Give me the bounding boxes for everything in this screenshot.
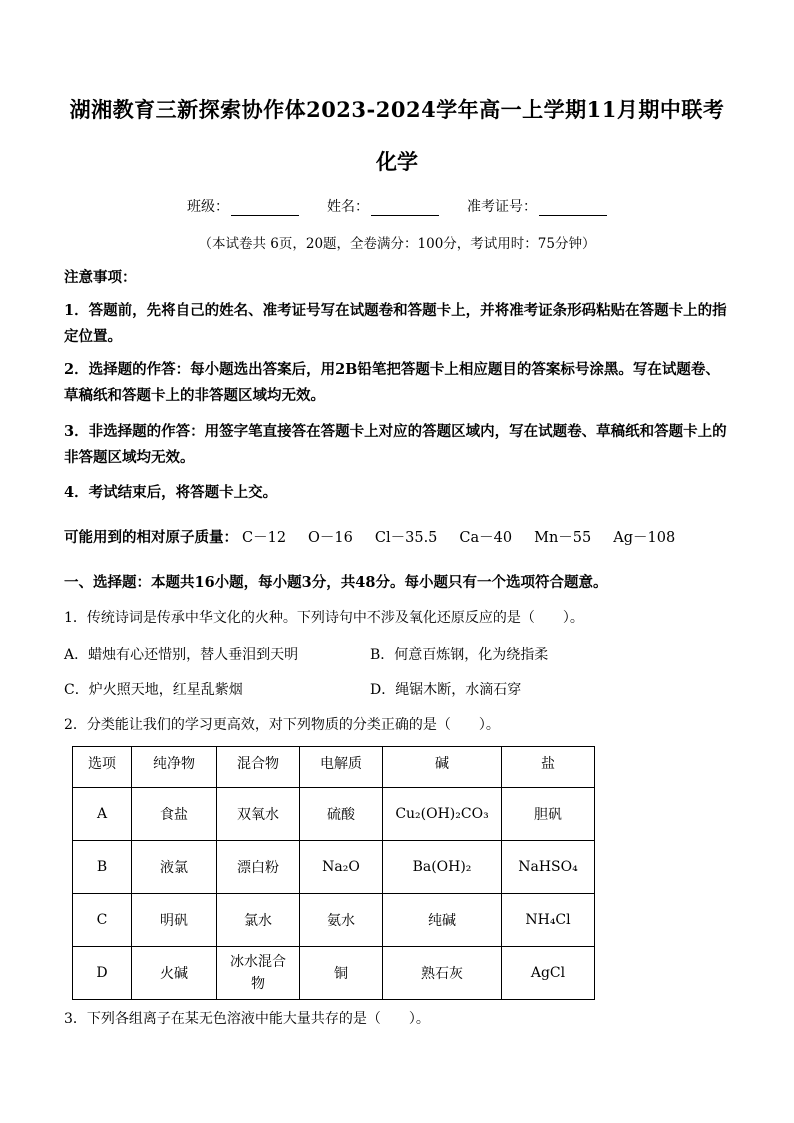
table-cell: AgCl — [502, 947, 595, 1000]
class-blank — [231, 201, 299, 216]
atomic-mass-item: O－16 — [308, 530, 353, 546]
table-row — [73, 947, 595, 1000]
student-info-row — [0, 196, 794, 216]
table-cell: Ba(OH)₂ — [383, 841, 502, 894]
notice-item-2: 2．选择题的作答：每小题选出答案后，用2B铅笔把答题卡上相应题目的答案标号涂黑。写在试题卷、草稿纸和答题卡上的非答题区域均无效。 — [64, 361, 720, 404]
table-row — [73, 841, 595, 894]
exam-subject: 化学 — [376, 149, 418, 174]
id-label: 准考证号： — [467, 199, 537, 215]
exam-note: （本试卷共 6页，20题，全卷满分：100分，考试用时：75分钟） — [198, 236, 596, 252]
table-cell: NaHSO₄ — [502, 841, 595, 894]
table-header-cell: 电解质 — [300, 747, 383, 788]
table-cell: A — [73, 788, 132, 841]
section-heading: 一、选择题：本题共16小题，每小题3分，共48分。每小题只有一个选项符合题意。 — [64, 574, 608, 591]
table-cell-text: 冰水混合物 — [230, 954, 286, 992]
q1-option-d: D．绳锯木断，水滴石穿 — [370, 682, 522, 698]
table-row — [73, 788, 595, 841]
table-cell: 熟石灰 — [383, 947, 502, 1000]
table-header-cell: 纯净物 — [132, 747, 217, 788]
table-cell: 明矾 — [132, 894, 217, 947]
table-cell: 漂白粉 — [217, 841, 300, 894]
q1-option-b: B．何意百炼钢，化为绕指柔 — [370, 647, 549, 663]
atomic-mass-label: 可能用到的相对原子质量： — [64, 529, 238, 546]
id-field — [467, 196, 607, 216]
table-cell: Cu₂(OH)₂CO₃ — [383, 788, 502, 841]
table-cell: Na₂O — [300, 841, 383, 894]
table-cell: 双氧水 — [217, 788, 300, 841]
notice-item-3: 3．非选择题的作答：用签字笔直接答在答题卡上对应的答题区域内，写在试题卷、草稿纸和答题卡上的非答题区域均无效。 — [64, 423, 727, 466]
table-cell: 氨水 — [300, 894, 383, 947]
table-header-cell: 碱 — [383, 747, 502, 788]
exam-title: 湖湘教育三新探索协作体2023-2024学年高一上学期11月期中联考 — [69, 97, 725, 122]
table-cell: 氯水 — [217, 894, 300, 947]
class-label: 班级： — [187, 199, 229, 215]
classification-table — [72, 746, 595, 1000]
notice-item-1: 1．答题前，先将自己的姓名、准考证号写在试题卷和答题卡上，并将准考证条形码粘贴在答题卡上的指定位置。 — [64, 302, 727, 345]
table-cell: C — [73, 894, 132, 947]
table-cell: 纯碱 — [383, 894, 502, 947]
question-1-stem: 1．传统诗词是传承中华文化的火种。下列诗句中不涉及氧化还原反应的是（ ）。 — [64, 610, 584, 626]
table-cell: 液氯 — [132, 841, 217, 894]
name-field — [327, 196, 439, 216]
table-cell: 胆矾 — [502, 788, 595, 841]
name-blank — [371, 201, 439, 216]
notice-item-4: 4．考试结束后，将答题卡上交。 — [64, 484, 278, 501]
class-field — [187, 196, 299, 216]
table-header-cell: 混合物 — [217, 747, 300, 788]
table-cell: 火碱 — [132, 947, 217, 1000]
table-row — [73, 894, 595, 947]
atomic-mass-item: C－12 — [242, 530, 287, 546]
atomic-mass-line — [64, 526, 675, 547]
question-3-stem: 3．下列各组离子在某无色溶液中能大量共存的是（ ）。 — [64, 1011, 430, 1027]
atomic-mass-item: Ag－108 — [613, 530, 676, 546]
id-blank — [539, 201, 607, 216]
table-cell: D — [73, 947, 132, 1000]
table-cell: 铜 — [300, 947, 383, 1000]
table-header-row — [73, 747, 595, 788]
question-2-stem: 2．分类能让我们的学习更高效，对下列物质的分类正确的是（ ）。 — [64, 717, 500, 733]
atomic-mass-item: Mn－55 — [534, 530, 592, 546]
table-cell: 硫酸 — [300, 788, 383, 841]
table-cell — [217, 947, 300, 1000]
notice-heading: 注意事项： — [64, 269, 137, 286]
name-label: 姓名： — [327, 199, 369, 215]
table-cell: B — [73, 841, 132, 894]
table-header-cell: 盐 — [502, 747, 595, 788]
atomic-mass-item: Cl－35.5 — [374, 530, 438, 546]
table-cell: 食盐 — [132, 788, 217, 841]
atomic-mass-item: Ca－40 — [459, 530, 513, 546]
q1-option-a: A．蜡烛有心还惜别，替人垂泪到天明 — [64, 647, 299, 663]
table-header-cell: 选项 — [73, 747, 132, 788]
q1-option-c: C．炉火照天地，红星乱紫烟 — [64, 682, 243, 698]
table-cell: NH₄Cl — [502, 894, 595, 947]
